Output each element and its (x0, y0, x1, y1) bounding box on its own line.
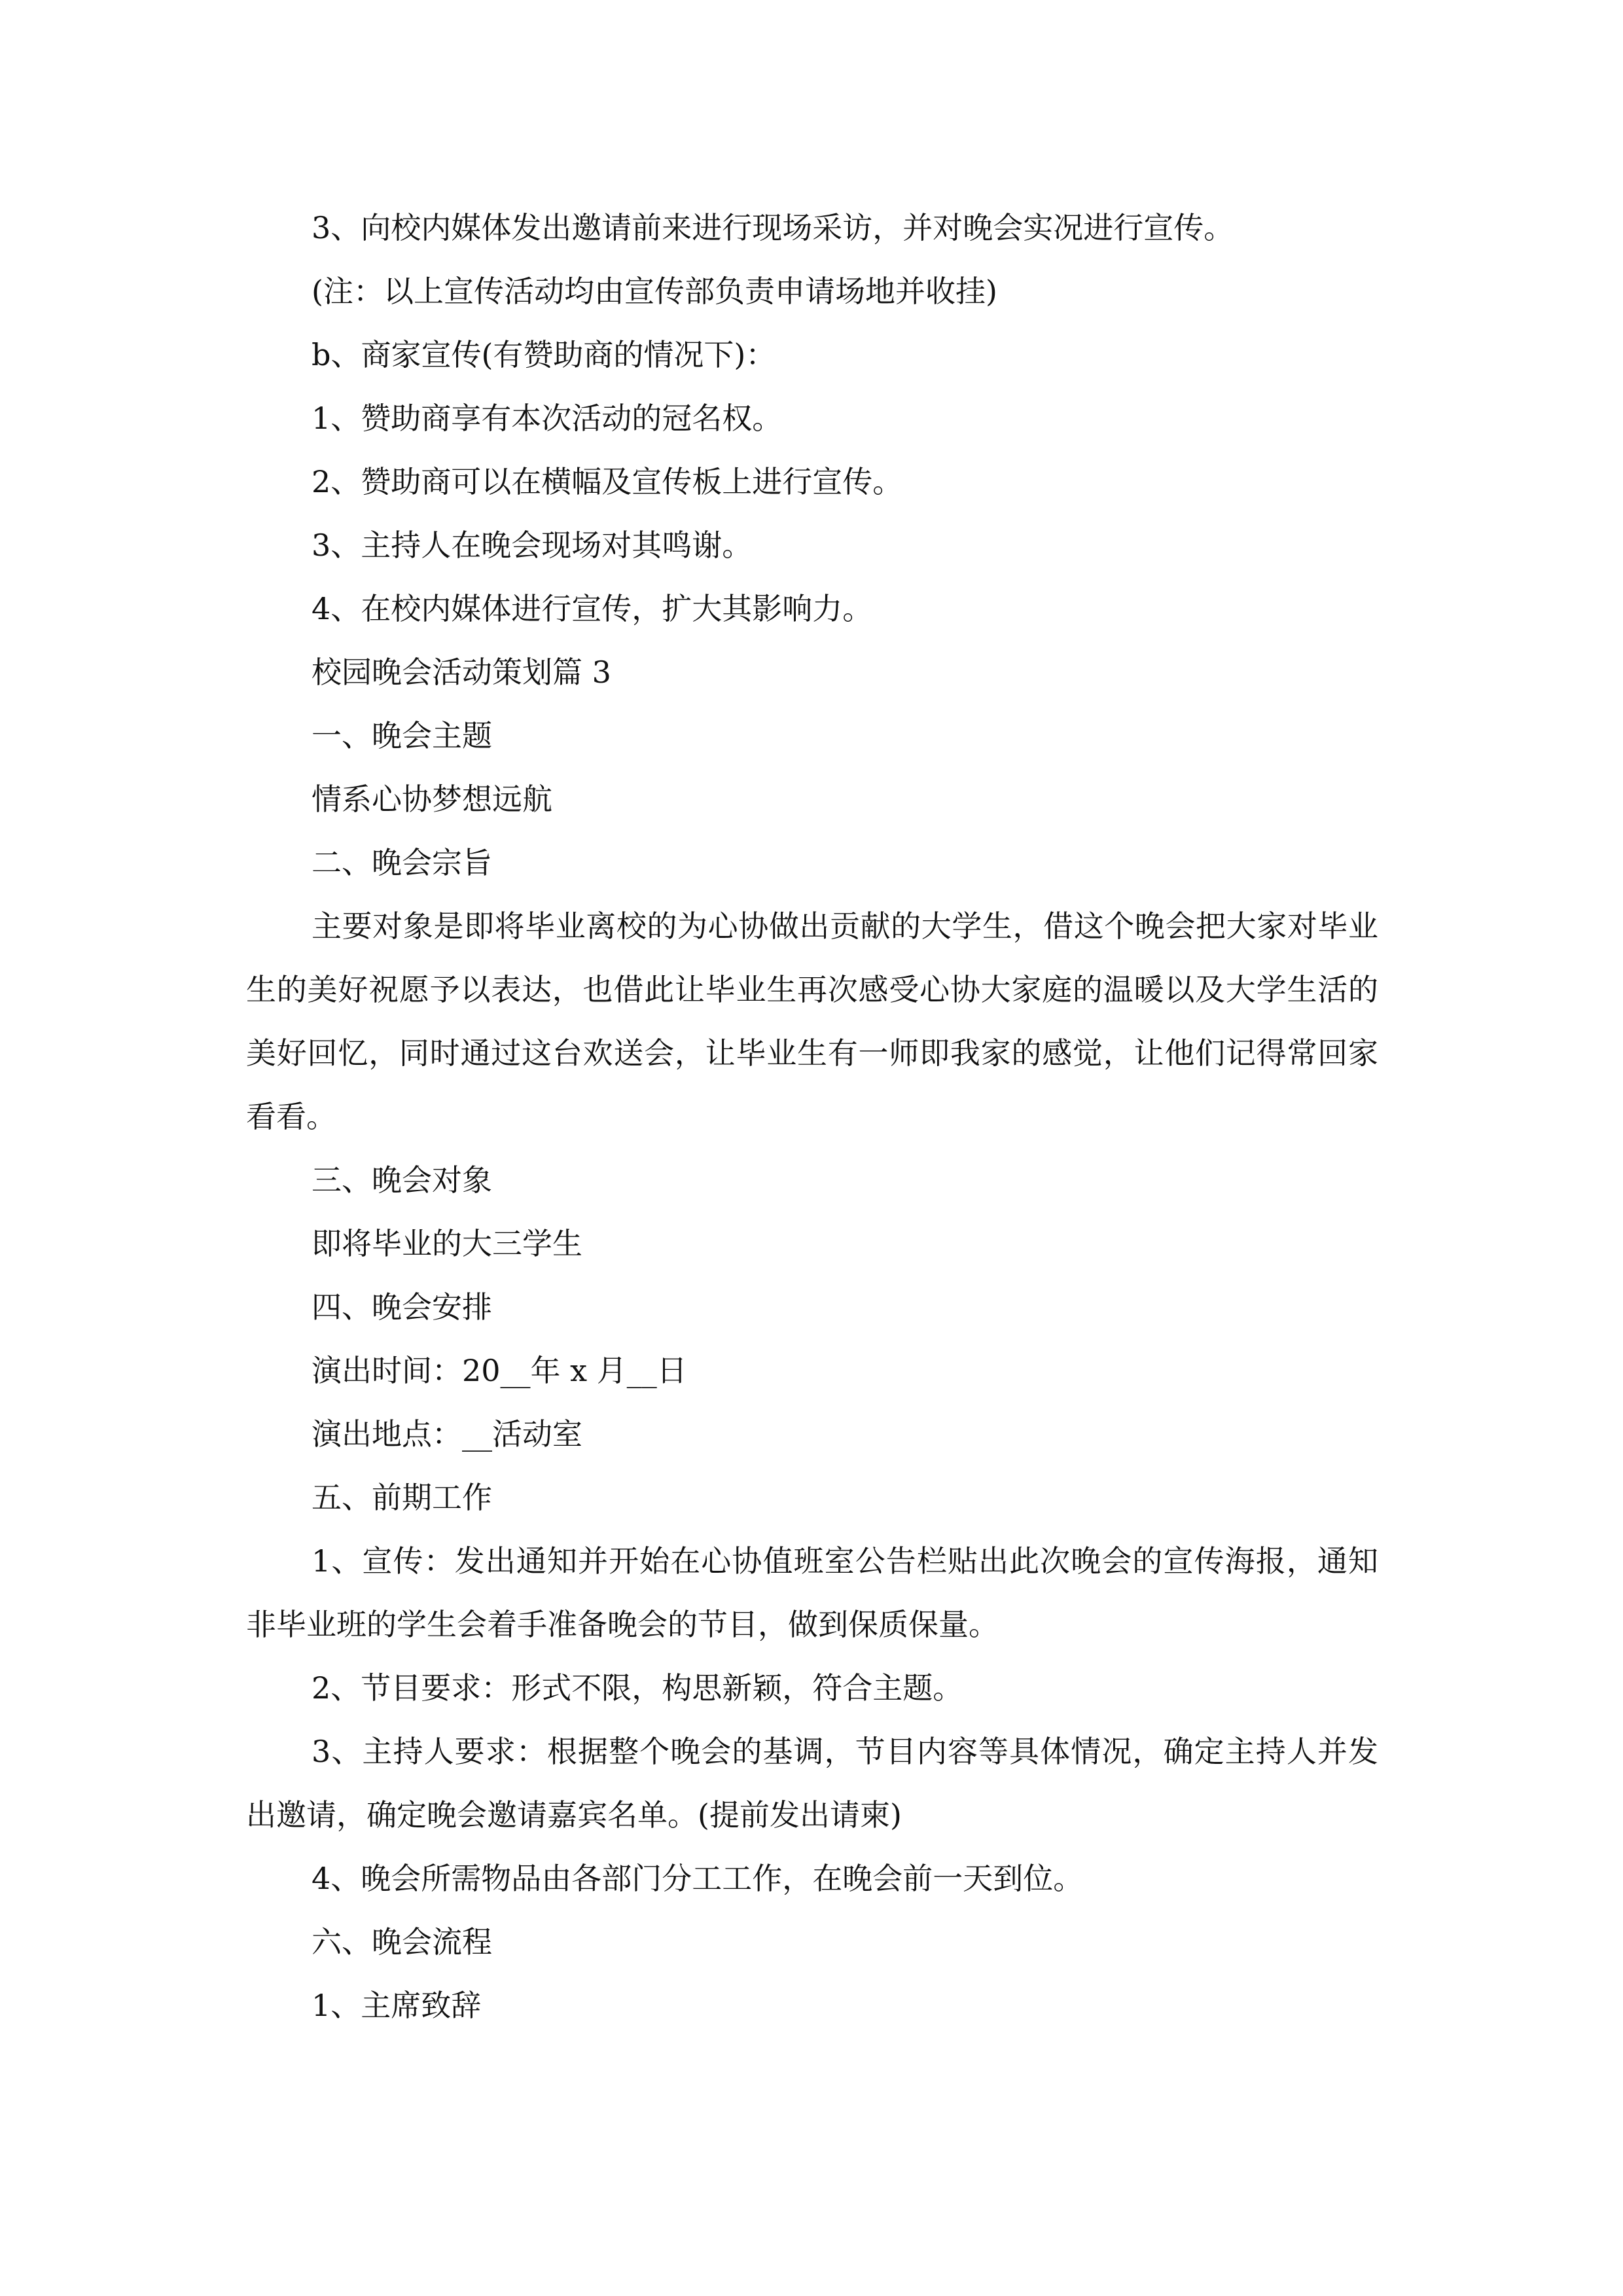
flow-item-1: 1、主席致辞 (312, 1988, 482, 2023)
heading-program-flow: 六、晚会流程 (312, 1924, 492, 1960)
purpose-paragraph: 主要对象是即将毕业离校的为心协做出贡献的大学生，借这个晚会把大家对毕业生的美好祝愿予以表达，也借此让毕业生再次感受心协大家庭的温暖以及大学生活的美好回忆，同时通过这台欢送会，让毕业生有一师即我家的感觉，让他们记得常回家看看。 (246, 908, 1378, 1134)
theme-text: 情系心协梦想远航 (312, 781, 552, 817)
heading-audience: 三、晚会对象 (312, 1162, 492, 1198)
heading-theme: 一、晚会主题 (312, 718, 492, 753)
heading-preparation: 五、前期工作 (312, 1480, 492, 1515)
audience-text: 即将毕业的大三学生 (312, 1226, 582, 1261)
promo-item-3: 3、向校内媒体发出邀请前来进行现场采访，并对晚会实况进行宣传。 (312, 210, 1234, 245)
heading-purpose: 二、晚会宗旨 (312, 845, 492, 880)
prep-item-4: 4、晚会所需物品由各部门分工工作，在晚会前一天到位。 (312, 1861, 1084, 1896)
merchant-item-1: 1、赞助商享有本次活动的冠名权。 (312, 401, 783, 436)
prep-item-2: 2、节目要求：形式不限，构思新颖，符合主题。 (312, 1670, 963, 1706)
document-body (246, 196, 1378, 2037)
heading-arrangement: 四、晚会安排 (312, 1289, 492, 1325)
promo-note: (注：以上宣传活动均由宣传部负责申请场地并收挂) (312, 274, 997, 309)
merchant-item-2: 2、赞助商可以在横幅及宣传板上进行宣传。 (312, 464, 903, 499)
prep-item-3: 3、主持人要求：根据整个晚会的基调，节目内容等具体情况，确定主持人并发出邀请，确定晚会邀请嘉宾名单。(提前发出请柬) (246, 1734, 1378, 1833)
section-title: 校园晚会活动策划篇 3 (312, 655, 611, 690)
show-time: 演出时间：20__年 x 月__日 (312, 1353, 687, 1388)
prep-item-1: 1、宣传：发出通知并开始在心协值班室公告栏贴出此次晚会的宣传海报，通知非毕业班的学生会着手准备晚会的节目，做到保质保量。 (246, 1543, 1378, 1642)
merchant-item-4: 4、在校内媒体进行宣传，扩大其影响力。 (312, 591, 873, 626)
merchant-promo-heading: b、商家宣传(有赞助商的情况下)： (312, 337, 776, 372)
merchant-item-3: 3、主持人在晚会现场对其鸣谢。 (312, 528, 753, 563)
show-location: 演出地点：__活动室 (312, 1416, 582, 1452)
